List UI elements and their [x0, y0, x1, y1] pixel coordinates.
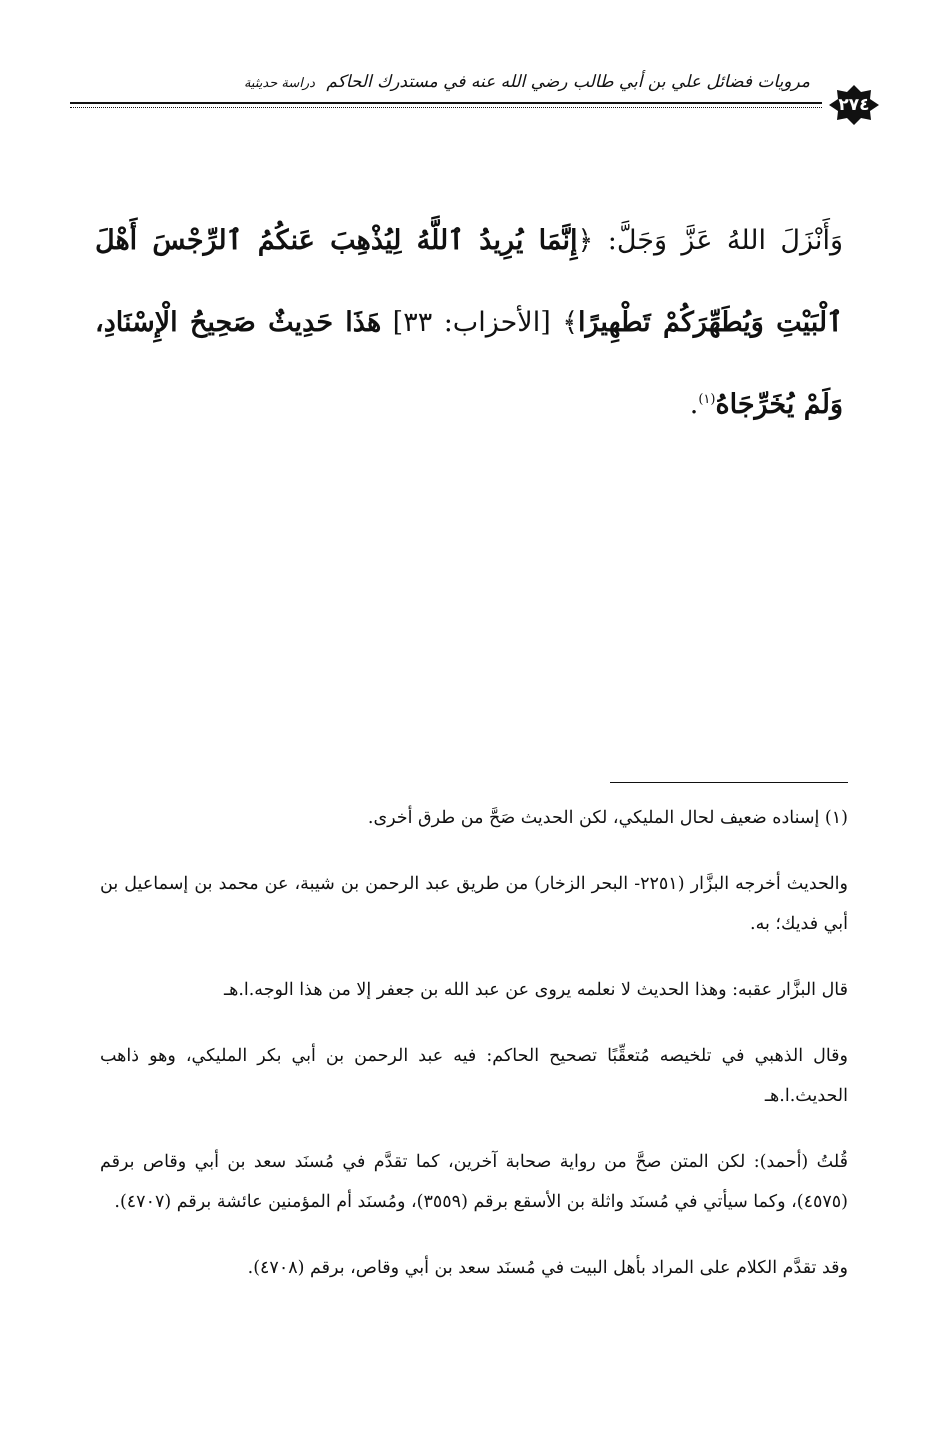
quran-open-bracket: ﴿ [577, 225, 594, 256]
header-rule [70, 102, 822, 104]
page-number: ٢٧٤ [838, 95, 870, 115]
page-number-badge [828, 84, 880, 126]
header-dotted-rule [70, 107, 822, 108]
footnote-paragraph: قُلتُ (أحمد): لكن المتن صحَّ من رواية صحابة آخرين، كما تقدَّم في مُسنَد سعد بن أبي وقاص برقم (٤٥٧٥)، وكما سيأتي في مُسنَد واثلة بن الأسقع برقم (٣٥٥٩)، ومُسنَد أم المؤمنين عائشة برقم (٤٧٠٧). [100, 1152, 848, 1212]
footnote-paragraph: وقد تقدَّم الكلام على المراد بأهل البيت في مُسنَد سعد بن أبي وقاص، برقم (٤٧٠٨). [247, 1258, 848, 1278]
book-subtitle: دراسة حديثية [243, 76, 315, 91]
sentence-end: . [689, 389, 699, 420]
footnote-paragraph: وقال الذهبي في تلخيصه مُتعقِّبًا تصحيح الحاكم: فيه عبد الرحمن بن أبي بكر المليكي، وهو ذاهب الحديث.ا.هـ [100, 1046, 848, 1106]
footnote-paragraph: قال البزَّار عقبه: وهذا الحديث لا نعلمه يروى عن عبد الله بن جعفر إلا من هذا الوجه.ا.هـ [223, 980, 848, 1000]
intro-text: وَأَنْزَلَ اللهُ عَزَّ وَجَلَّ: [593, 225, 843, 256]
footnote-paragraph: والحديث أخرجه البزَّار (٢٢٥١- البحر الزخار) من طريق عبد الرحمن بن شيبة، عن محمد بن إسماعيل بن أبي فديك؛ به. [100, 874, 848, 934]
footnote-paragraph: (١) إسناده ضعيف لحال المليكي، لكن الحديث صَحَّ من طرق أخرى. [367, 808, 848, 828]
hadith-verdict: هَذَا حَدِيثٌ صَحِيحُ الْإِسْنَادِ، وَلَمْ يُخَرِّجَاهُ [95, 307, 843, 420]
verse-citation: [الأحزاب: ٣٣] [381, 307, 563, 338]
quran-close-bracket: ﴾ [562, 307, 579, 338]
quran-verse: إِنَّمَا يُرِيدُ ٱللَّهُ لِيُذْهِبَ عَنكُمُ ٱلرِّجْسَ أَهْلَ ٱلْبَيْتِ وَيُطَهِّرَكُمْ تَطْهِيرًا [95, 225, 843, 338]
main-text [95, 200, 843, 446]
footnotes [100, 798, 848, 1314]
running-header [70, 62, 880, 122]
footnote-separator [610, 782, 848, 783]
book-title: مرويات فضائل علي بن أبي طالب رضي الله عنه في مستدرك الحاكم [326, 72, 810, 92]
footnote-reference: (١) [698, 392, 716, 407]
header-title [244, 72, 810, 92]
